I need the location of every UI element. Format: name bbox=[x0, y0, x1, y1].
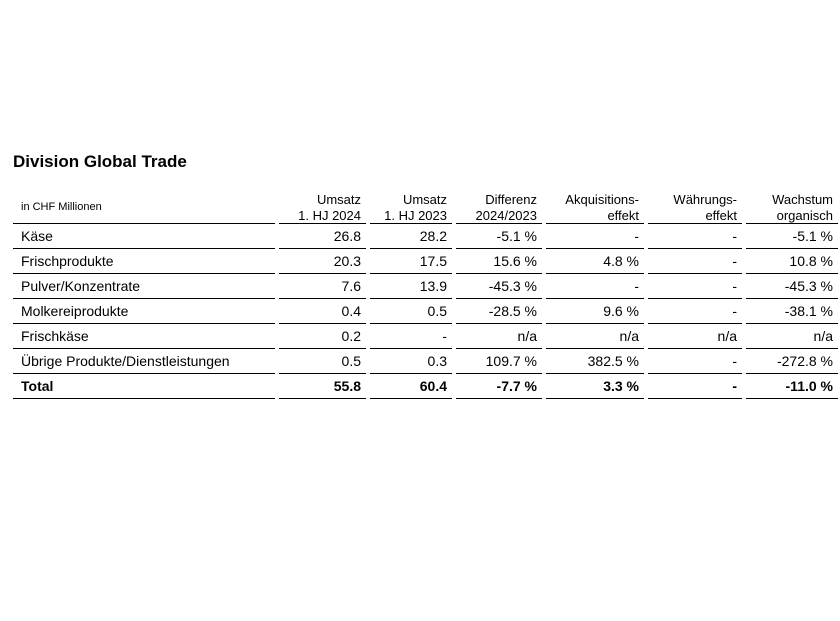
table-cell: - bbox=[646, 349, 744, 374]
table-cell: -272.8 % bbox=[744, 349, 840, 374]
total-cell: 3.3 % bbox=[544, 374, 646, 399]
total-label: Total bbox=[13, 374, 277, 399]
table-cell: - bbox=[646, 299, 744, 324]
column-header-line: Währungs- bbox=[673, 192, 737, 207]
table-title: Division Global Trade bbox=[13, 152, 187, 171]
column-header bbox=[368, 183, 454, 224]
table-cell: n/a bbox=[544, 324, 646, 349]
column-header-line: effekt bbox=[705, 208, 737, 223]
table-cell: 0.4 bbox=[277, 299, 368, 324]
table-cell: 10.8 % bbox=[744, 249, 840, 274]
table-row bbox=[13, 324, 840, 349]
table-cell: - bbox=[544, 274, 646, 299]
row-label: Käse bbox=[13, 224, 277, 249]
column-header-line: Umsatz bbox=[402, 192, 447, 207]
table-cell: 26.8 bbox=[277, 224, 368, 249]
table-cell: 13.9 bbox=[368, 274, 454, 299]
column-header-line: organisch bbox=[776, 208, 833, 223]
table-cell: 20.3 bbox=[277, 249, 368, 274]
table-cell: 0.5 bbox=[277, 349, 368, 374]
table-row bbox=[13, 274, 840, 299]
row-label: Molkereiprodukte bbox=[13, 299, 277, 324]
table-cell: 7.6 bbox=[277, 274, 368, 299]
unit-label: in CHF Millionen bbox=[13, 183, 277, 224]
table-cell: -45.3 % bbox=[744, 274, 840, 299]
table-cell: 109.7 % bbox=[454, 349, 544, 374]
row-label: Pulver/Konzentrate bbox=[13, 274, 277, 299]
row-label: Übrige Produkte/Dienstleistungen bbox=[13, 349, 277, 374]
table-cell: - bbox=[544, 224, 646, 249]
column-header-line: Umsatz bbox=[316, 192, 361, 207]
total-cell: 60.4 bbox=[368, 374, 454, 399]
total-cell: - bbox=[646, 374, 744, 399]
table-cell: 382.5 % bbox=[544, 349, 646, 374]
total-cell: -11.0 % bbox=[744, 374, 840, 399]
table-cell: - bbox=[646, 249, 744, 274]
table-row bbox=[13, 349, 840, 374]
table-row bbox=[13, 249, 840, 274]
column-header-line: 2024/2023 bbox=[475, 208, 537, 223]
table-cell: n/a bbox=[454, 324, 544, 349]
total-cell: -7.7 % bbox=[454, 374, 544, 399]
column-header-line: effekt bbox=[607, 208, 639, 223]
column-header-line: Differenz bbox=[485, 192, 537, 207]
table-cell: 9.6 % bbox=[544, 299, 646, 324]
global-trade-table bbox=[13, 183, 840, 399]
table-cell: -5.1 % bbox=[744, 224, 840, 249]
table-row bbox=[13, 224, 840, 249]
row-label: Frischkäse bbox=[13, 324, 277, 349]
table-cell: - bbox=[646, 274, 744, 299]
column-header bbox=[744, 183, 840, 224]
table-cell: -38.1 % bbox=[744, 299, 840, 324]
column-header bbox=[454, 183, 544, 224]
table-cell: - bbox=[368, 324, 454, 349]
table-row bbox=[13, 299, 840, 324]
table-cell: 28.2 bbox=[368, 224, 454, 249]
table-cell: 17.5 bbox=[368, 249, 454, 274]
table-cell: -5.1 % bbox=[454, 224, 544, 249]
total-row bbox=[13, 374, 840, 399]
row-label: Frischprodukte bbox=[13, 249, 277, 274]
table-cell: 0.2 bbox=[277, 324, 368, 349]
column-header-line: 1. HJ 2023 bbox=[384, 208, 447, 223]
table-cell: 4.8 % bbox=[544, 249, 646, 274]
table-cell: n/a bbox=[646, 324, 744, 349]
column-header bbox=[646, 183, 744, 224]
table-cell: -28.5 % bbox=[454, 299, 544, 324]
table-cell: n/a bbox=[744, 324, 840, 349]
column-header bbox=[277, 183, 368, 224]
column-header-line: Akquisitions- bbox=[565, 192, 639, 207]
total-cell: 55.8 bbox=[277, 374, 368, 399]
table-cell: - bbox=[646, 224, 744, 249]
column-header bbox=[544, 183, 646, 224]
table-header-row bbox=[13, 183, 840, 224]
column-header-line: Wachstum bbox=[772, 192, 833, 207]
table-cell: -45.3 % bbox=[454, 274, 544, 299]
table-cell: 15.6 % bbox=[454, 249, 544, 274]
table-cell: 0.3 bbox=[368, 349, 454, 374]
column-header-line: 1. HJ 2024 bbox=[298, 208, 361, 223]
table-cell: 0.5 bbox=[368, 299, 454, 324]
